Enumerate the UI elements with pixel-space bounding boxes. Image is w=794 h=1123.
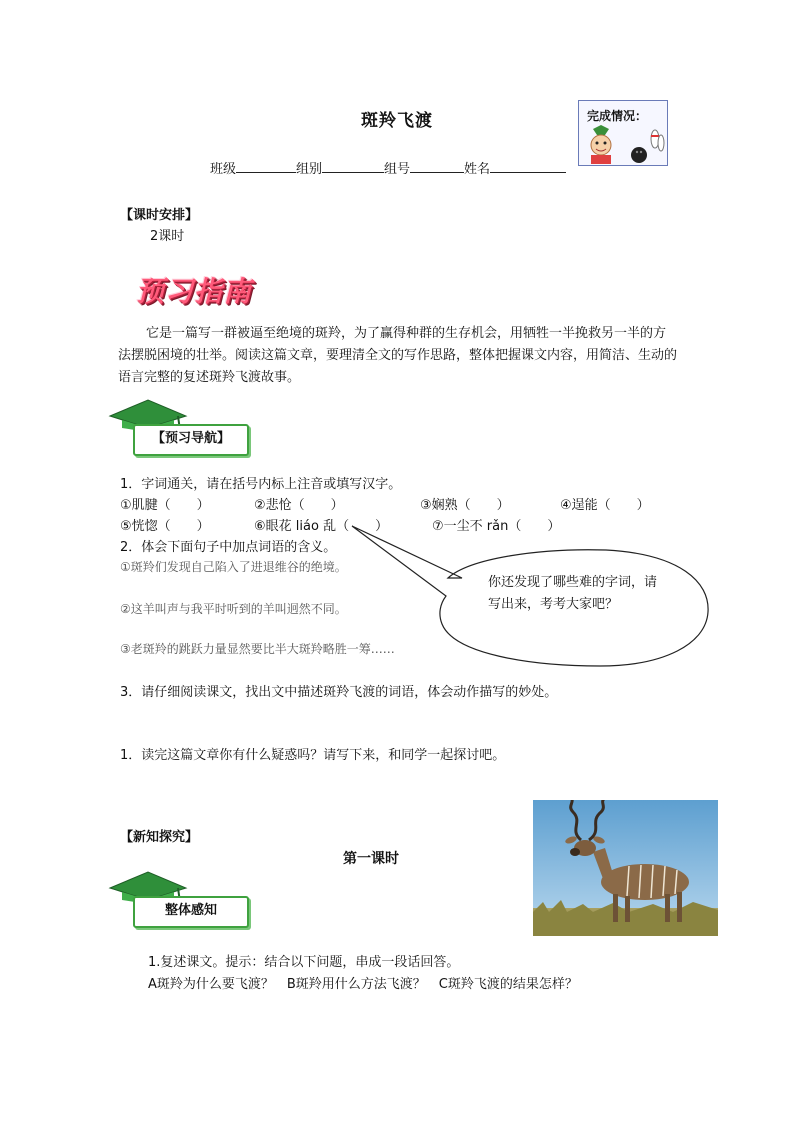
word-item: ③娴熟（ ） [420, 498, 510, 513]
question-3: 3．请仔细阅读课文，找出文中描述斑羚飞渡的词语，体会动作描写的妙处。 [120, 685, 558, 700]
sentence-1: ①斑羚们发现自己陷入了进退维谷的绝境。 [120, 560, 347, 574]
group-number-label: 组号 [384, 162, 411, 177]
class-label: 班级 [210, 162, 237, 177]
sentence-2: ②这羊叫声与我平时听到的羊叫迥然不同。 [120, 602, 347, 616]
group-label: 组别 [296, 162, 323, 177]
lesson-title: 第一课时 [343, 851, 399, 867]
preview-guide-title: 预习指南 [136, 275, 253, 308]
word-item: ⑦一尘不 rǎn（ ） [432, 519, 561, 534]
group-blank[interactable] [322, 160, 384, 173]
bowling-icon [625, 125, 665, 165]
question-2: 2．体会下面句子中加点词语的含义。 [120, 540, 337, 555]
student-info-line [210, 158, 566, 177]
word-item: ⑤恍惚（ ） [120, 519, 210, 534]
completion-status-label: 完成情况： [587, 109, 648, 123]
group-number-blank[interactable] [410, 160, 464, 173]
sentence-3: ③老斑羚的跳跃力量显然要比半大斑羚略胜一筹…… [120, 642, 395, 656]
retell-prompts: A斑羚为什么要飞渡？ B斑羚用什么方法飞渡？ C斑羚飞渡的结果怎样？ [148, 977, 578, 992]
word-item: ④逞能（ ） [560, 498, 650, 513]
word-item: ①肌腱（ ） [120, 498, 210, 513]
question-1: 1．字词通关，请在括号内标上注音或填写汉字。 [120, 477, 402, 492]
name-blank[interactable] [490, 160, 566, 173]
word-item: ⑥眼花 liáo 乱（ ） [254, 519, 389, 534]
overall-perception-banner [108, 870, 248, 930]
preview-paragraph: 它是一篇写一群被逼至绝境的斑羚，为了赢得种群的生存机会，用牺牲一半挽救另一半的方法摆脱困境的壮举。阅读这篇文章，要理清全文的写作思路，整体把握课文内容，用简洁、生动的语言完整的复述斑羚飞渡故事。 [118, 326, 678, 385]
preview-nav-label: 【预习导航】 [133, 424, 249, 456]
completion-status-box [578, 100, 668, 166]
page-title: 斑羚飞渡 [361, 111, 433, 131]
explore-heading: 【新知探究】 [120, 830, 199, 845]
schedule-heading: 【课时安排】 [120, 208, 199, 223]
word-item: ②悲怆（ ） [254, 498, 344, 513]
overall-perception-label: 整体感知 [133, 896, 249, 928]
speech-bubble-text: 你还发现了哪些难的字词，请写出来，考考大家吧？ [488, 575, 658, 612]
question-4: 1．读完这篇文章你有什么疑惑吗？请写下来，和同学一起探讨吧。 [120, 748, 506, 763]
class-blank[interactable] [236, 160, 296, 173]
name-label: 姓名 [464, 162, 491, 177]
kudu-antelope-photo [533, 800, 718, 936]
retell-task: 1.复述课文。提示：结合以下问题，串成一段话回答。 [148, 955, 460, 970]
preview-nav-banner [108, 398, 248, 458]
schedule-value: 2课时 [150, 229, 185, 244]
cartoon-kid-icon [581, 125, 621, 165]
